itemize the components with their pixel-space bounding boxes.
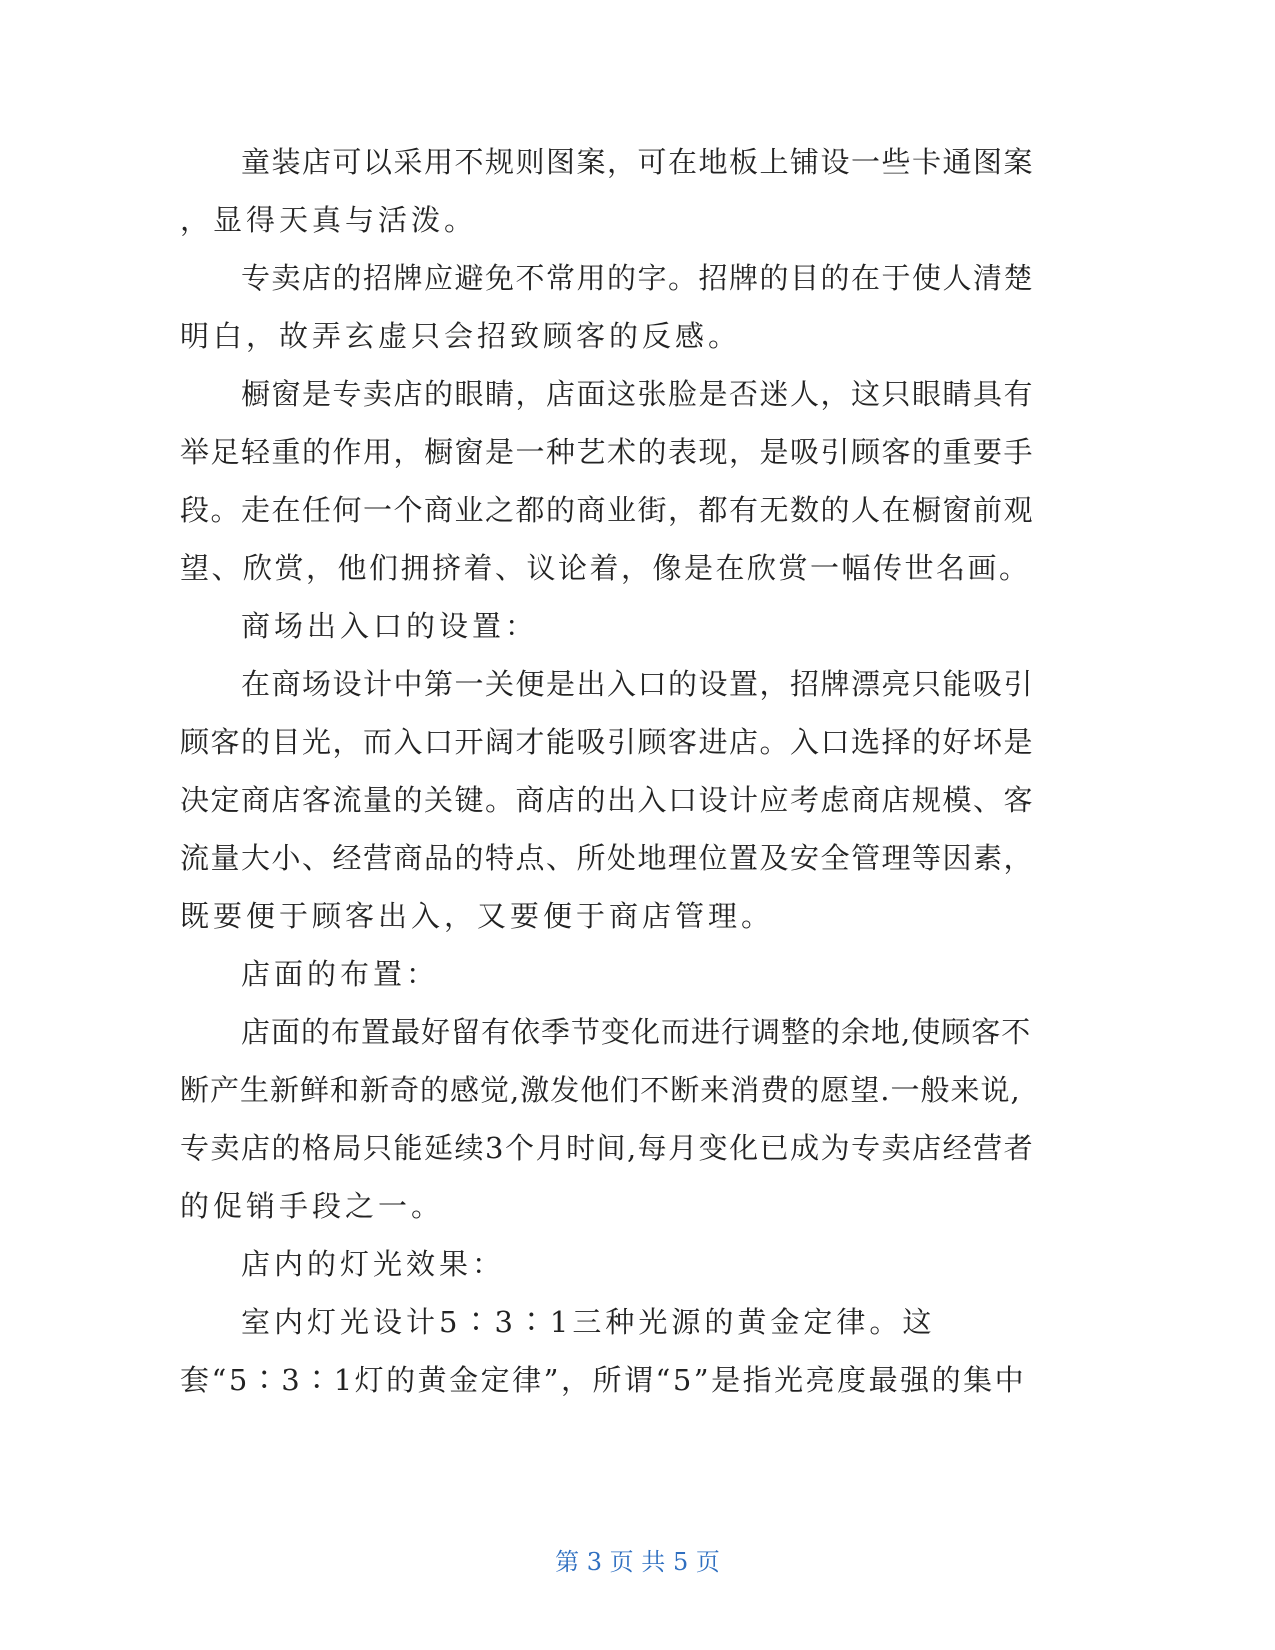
paragraph-line: 套“5∶3∶1灯的黄金定律”，所谓“5”是指光亮度最强的集中 — [180, 1363, 1027, 1397]
paragraph-line: 望、欣赏，他们拥挤着、议论着，像是在欣赏一幅传世名画。 — [180, 551, 1031, 585]
section-heading: 店面的布置： — [241, 957, 440, 991]
paragraph-line: 室内灯光设计5∶3∶1三种光源的黄金定律。这 — [241, 1305, 936, 1339]
paragraph-line: 的促销手段之一。 — [180, 1189, 445, 1223]
section-heading: 店内的灯光效果： — [241, 1247, 506, 1281]
paragraph-line: 专卖店的招牌应避免不常用的字。招牌的目的在于使人清楚 — [241, 261, 1035, 295]
paragraph-line: 顾客的目光，而入口开阔才能吸引顾客进店。入口选择的好坏是 — [180, 725, 1035, 759]
paragraph-line: 流量大小、经营商品的特点、所处地理位置及安全管理等因素， — [180, 841, 1035, 875]
paragraph-line: 童装店可以采用不规则图案，可在地板上铺设一些卡通图案 — [241, 145, 1035, 179]
paragraph-line: 在商场设计中第一关便是出入口的设置，招牌漂亮只能吸引 — [241, 667, 1035, 701]
paragraph-line: 店面的布置最好留有依季节变化而进行调整的余地,使顾客不 — [241, 1015, 1032, 1049]
paragraph-line: 决定商店客流量的关键。商店的出入口设计应考虑商店规模、客 — [180, 783, 1035, 817]
paragraph-line: 专卖店的格局只能延续3个月时间,每月变化已成为专卖店经营者 — [180, 1131, 1035, 1165]
paragraph-line: 明白，故弄玄虚只会招致顾客的反感。 — [180, 319, 742, 353]
paragraph-line: 橱窗是专卖店的眼睛，店面这张脸是否迷人，这只眼睛具有 — [241, 377, 1035, 411]
section-heading: 商场出入口的设置： — [241, 609, 539, 643]
paragraph-line: 举足轻重的作用，橱窗是一种艺术的表现，是吸引顾客的重要手 — [180, 435, 1035, 469]
paragraph-line: 断产生新鲜和新奇的感觉,激发他们不断来消费的愿望.一般来说, — [180, 1073, 1021, 1107]
page-number-footer: 第 3 页 共 5 页 — [555, 1548, 720, 1576]
paragraph-line: ，显得天真与活泼。 — [180, 203, 478, 237]
paragraph-line: 段。走在任何一个商业之都的商业街，都有无数的人在橱窗前观 — [180, 493, 1035, 527]
paragraph-line: 既要便于顾客出入，又要便于商店管理。 — [180, 899, 775, 933]
